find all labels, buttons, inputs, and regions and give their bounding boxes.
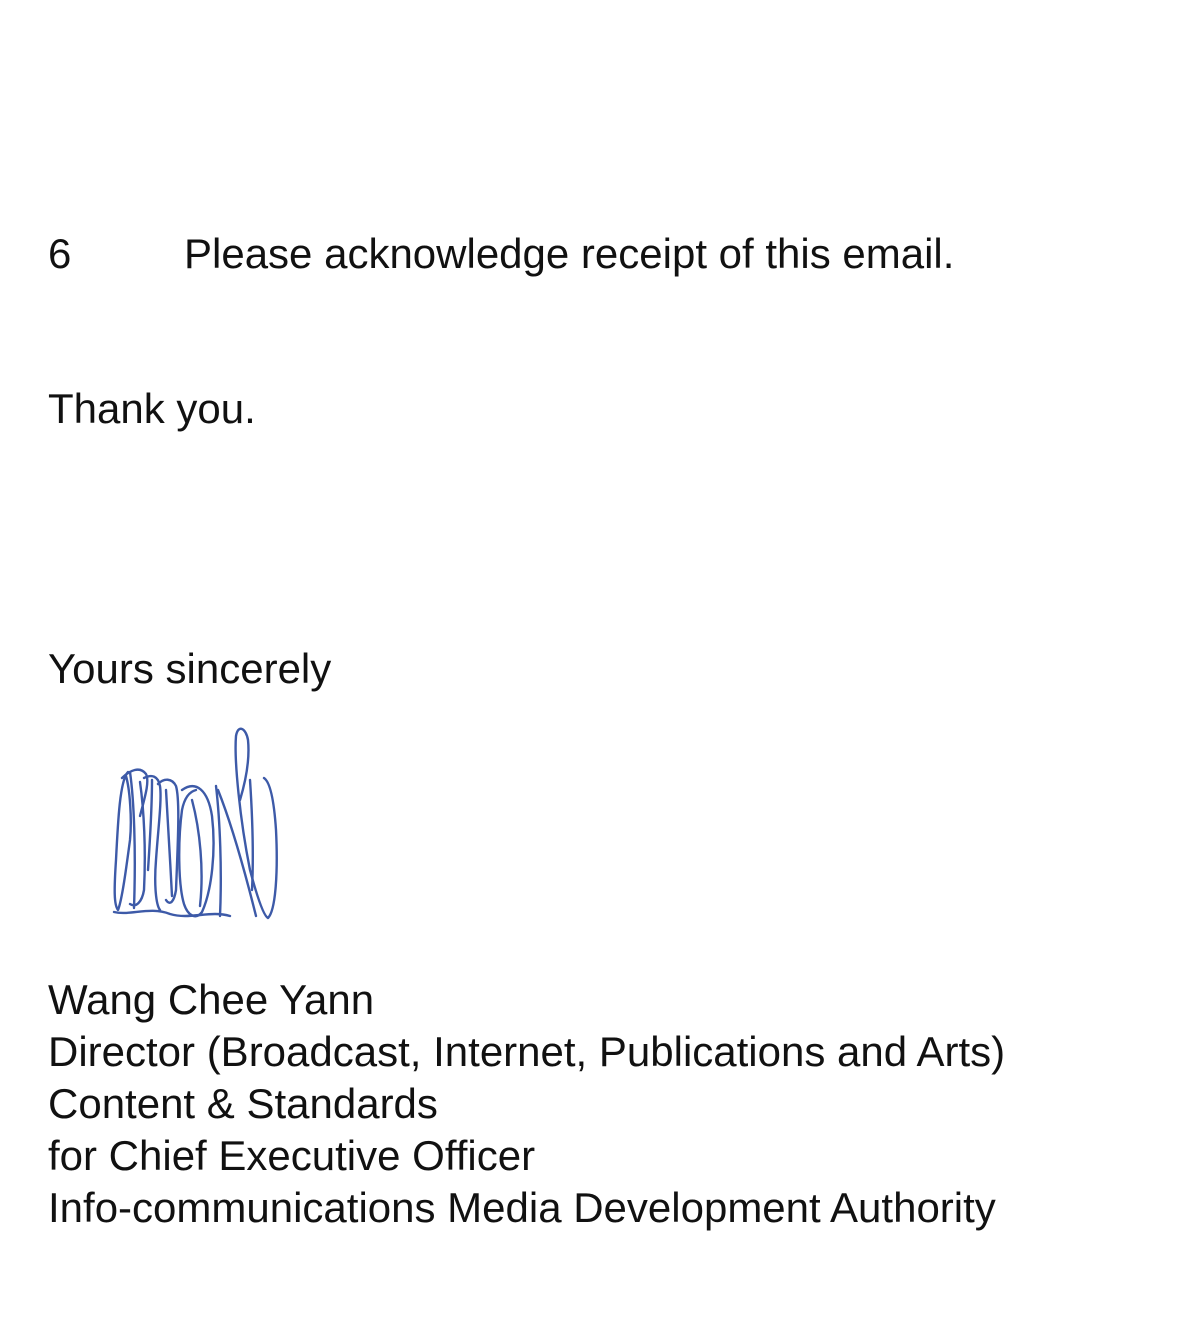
paragraph-number: 6 <box>48 230 72 277</box>
signatory-department: Content & Standards <box>48 1080 438 1127</box>
closing-line: Yours sincerely <box>48 645 332 692</box>
signatory-organisation: Info-communications Media Development Authority <box>48 1184 996 1231</box>
signature-block <box>48 974 1005 1234</box>
thanks-line: Thank you. <box>48 385 256 432</box>
signature-icon <box>100 720 290 930</box>
signatory-title: Director (Broadcast, Internet, Publications and Arts) <box>48 1028 1006 1075</box>
signatory-on-behalf: for Chief Executive Officer <box>48 1132 536 1179</box>
paragraph-text: Please acknowledge receipt of this email. <box>184 230 955 277</box>
signatory-name: Wang Chee Yann <box>48 976 375 1023</box>
